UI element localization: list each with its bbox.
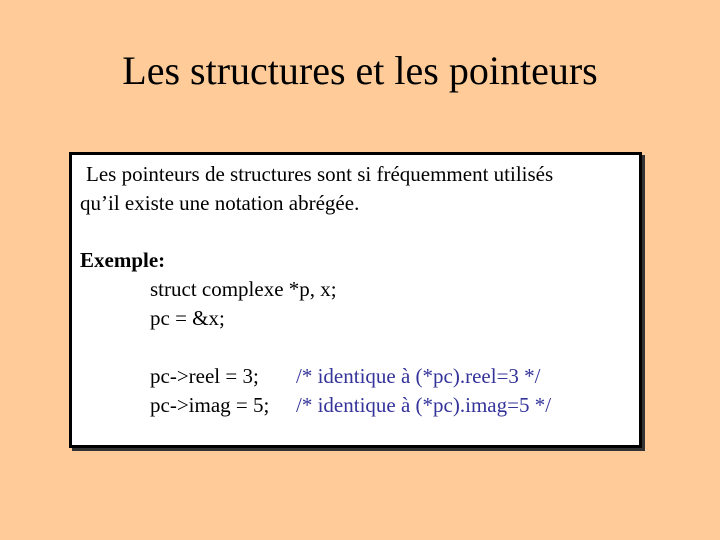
example-heading: Exemple: — [80, 248, 166, 272]
content-box — [69, 152, 642, 448]
intro-line-1: Les pointeurs de structures sont si fréquemment utilisés — [86, 162, 554, 186]
code-line-reel — [150, 362, 541, 391]
intro-line-2: qu’il existe une notation abrégée. — [80, 191, 360, 215]
code-comment-imag: /* identique à (*pc).imag=5 */ — [296, 393, 552, 417]
intro-paragraph — [80, 160, 635, 218]
code-comment-reel: /* identique à (*pc).reel=3 */ — [296, 364, 541, 388]
code-line-declaration: struct complexe *p, x; — [150, 277, 337, 301]
code-line-imag — [150, 391, 551, 420]
code-line-assignment: pc = &x; — [150, 306, 225, 330]
slide-title: Les structures et les pointeurs — [122, 48, 598, 93]
code-statement-imag: pc->imag = 5; — [150, 393, 270, 417]
code-statement-reel: pc->reel = 3; — [150, 364, 259, 388]
